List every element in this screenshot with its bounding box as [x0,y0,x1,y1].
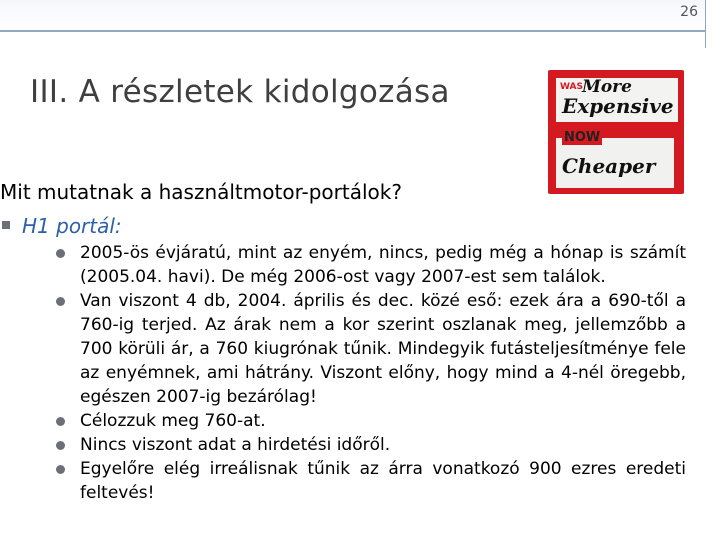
list-item: 2005-ös évjáratú, mint az enyém, nincs, pedig még a hónap is számít (2005.04. havi). De még 2006-ost vagy 2007-est sem találok. [52,241,686,289]
round-bullet-icon [56,417,65,426]
price-sign-photo [548,70,684,194]
round-bullet-icon [56,249,65,258]
list-item: Van viszont 4 db, 2004. április és dec. közé eső: ezek ára a 690-től a 760-ig terjed. Az árak nem a kor szerint oszlanak meg, jellemzőbb a 700 körüli ár, a 760 kiugrónak tűnik. Mindegyik futásteljesítménye fele az enyémnek, ami hátrány. Viszont előny, hogy mind a 4-nél öregebb, egészen 2007-ig bezárólag! [52,289,686,409]
sign-now-label: NOW [564,130,601,145]
list-item: Egyelőre elég irreálisnak tűnik az árra vonatkozó 900 ezres eredeti feltevés! [52,457,686,505]
header-band [0,0,705,30]
slide-question: Mit mutatnak a használtmotor-portálok? [0,180,402,204]
round-bullet-icon [56,297,65,306]
list-item: Nincs viszont adat a hirdetési időről. [52,433,686,457]
sign-was-label: WAS [560,82,583,92]
page-number: 26 [680,4,698,20]
header-divider [0,30,705,32]
sign-expensive-text: Expensive [562,94,674,118]
list-item: Célozzuk meg 760-at. [52,409,686,433]
square-bullet-icon [2,221,10,229]
round-bullet-icon [56,441,65,450]
level1-label: H1 portál: [22,214,122,238]
round-bullet-icon [56,465,65,474]
sign-card-now [556,130,674,188]
sign-card-was [556,78,678,122]
corner-divider [705,0,706,48]
sign-more-text: More [582,77,632,97]
sign-cheaper-text: Cheaper [562,154,656,178]
bullet-list [52,241,686,505]
slide-title: III. A részletek kidolgozása [30,74,450,110]
